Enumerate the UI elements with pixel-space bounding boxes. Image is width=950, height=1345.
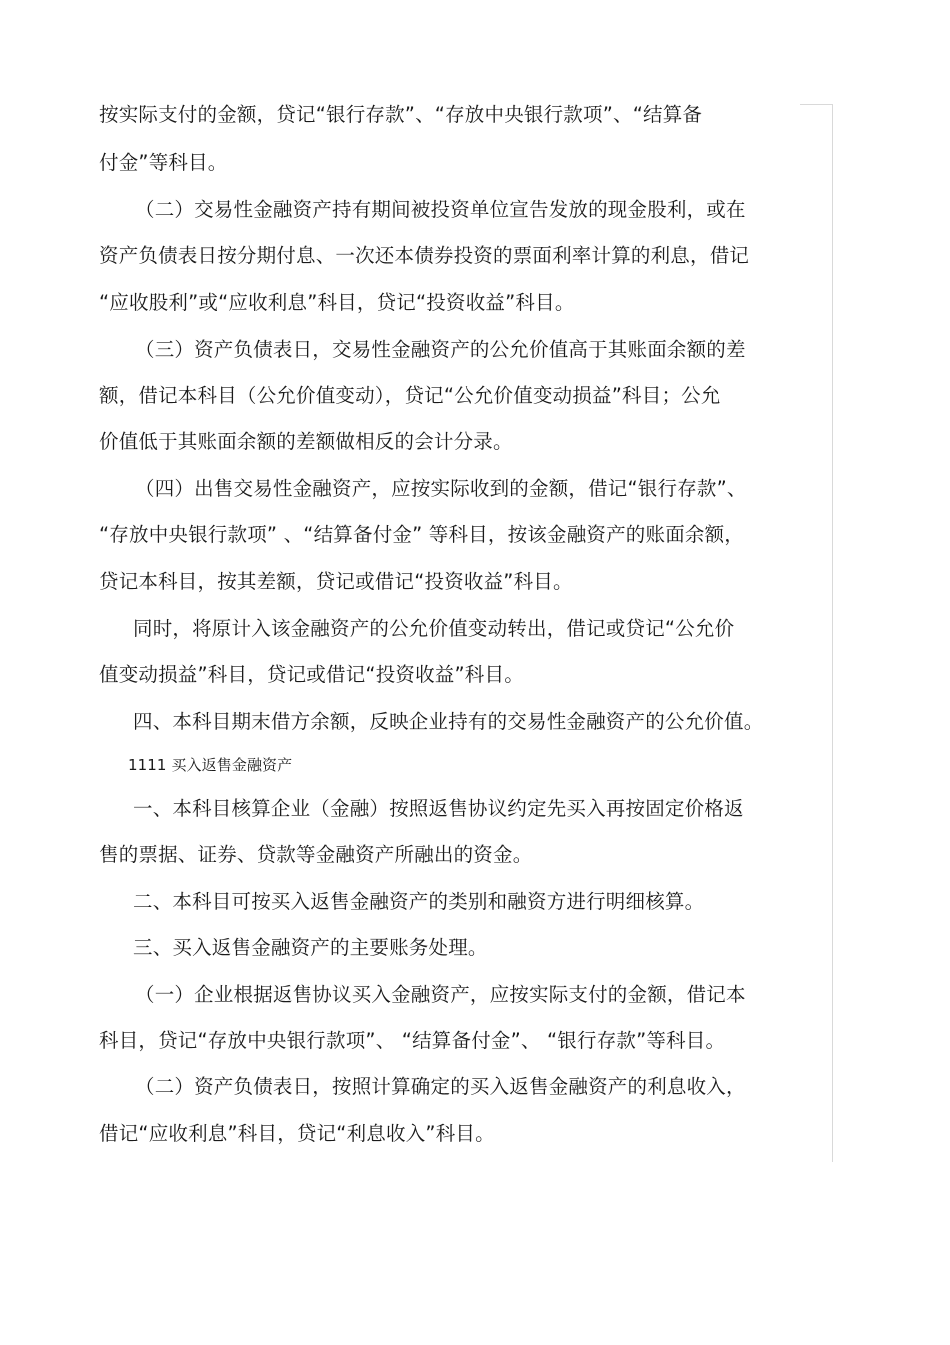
- text-line-1: 按实际支付的金额，贷记“银行存款”、“存放中央银行款项”、“结算备: [99, 103, 703, 126]
- text-line-17: 售的票据、证券、贷款等金融资产所融出的资金。: [99, 843, 533, 866]
- text-line-14: 四、本科目期末借方余额，反映企业持有的交易性金融资产的公允价值。: [133, 710, 764, 733]
- text-line-10: “存放中央银行款项” 、“结算备付金” 等科目，按该金融资产的账面余额，: [99, 523, 745, 546]
- text-line-22: （二）资产负债表日，按照计算确定的买入返售金融资产的利息收入，: [135, 1075, 746, 1098]
- text-line-7: 额，借记本科目（公允价值变动），贷记“公允价值变动损益”科目；公允: [99, 384, 721, 407]
- frame-top-border: [800, 104, 833, 105]
- text-line-18: 二、本科目可按买入返售金融资产的类别和融资方进行明细核算。: [133, 890, 705, 913]
- text-line-21: 科目，贷记“存放中央银行款项”、 “结算备付金”、 “银行存款”等科目。: [99, 1029, 726, 1052]
- frame-right-border: [832, 104, 833, 1162]
- text-line-19: 三、买入返售金融资产的主要账务处理。: [133, 936, 488, 959]
- text-line-5: “应收股利”或“应收利息”科目，贷记“投资收益”科目。: [99, 291, 575, 314]
- text-line-23: 借记“应收利息”科目，贷记“利息收入”科目。: [99, 1122, 495, 1145]
- text-line-2: 付金”等科目。: [99, 151, 228, 174]
- text-line-9: （四）出售交易性金融资产，应按实际收到的金额，借记“银行存款”、: [135, 477, 747, 500]
- text-line-6: （三）资产负债表日，交易性金融资产的公允价值高于其账面余额的差: [135, 338, 746, 361]
- text-line-4: 资产负债表日按分期付息、一次还本债券投资的票面利率计算的利息，借记: [99, 244, 750, 267]
- text-line-20: （一）企业根据返售协议买入金融资产，应按实际支付的金额，借记本: [135, 983, 746, 1006]
- text-line-13: 值变动损益”科目，贷记或借记“投资收益”科目。: [99, 663, 524, 686]
- text-line-8: 价值低于其账面余额的差额做相反的会计分录。: [99, 430, 513, 453]
- text-line-3: （二）交易性金融资产持有期间被投资单位宣告发放的现金股利，或在: [135, 198, 746, 221]
- text-line-16: 一、本科目核算企业（金融）按照返售协议约定先买入再按固定价格返: [133, 797, 744, 820]
- section-heading-1111: 1111 买入返售金融资产: [128, 756, 293, 774]
- text-line-11: 贷记本科目，按其差额，贷记或借记“投资收益”科目。: [99, 570, 573, 593]
- text-line-12: 同时，将原计入该金融资产的公允价值变动转出，借记或贷记“公允价: [133, 617, 735, 640]
